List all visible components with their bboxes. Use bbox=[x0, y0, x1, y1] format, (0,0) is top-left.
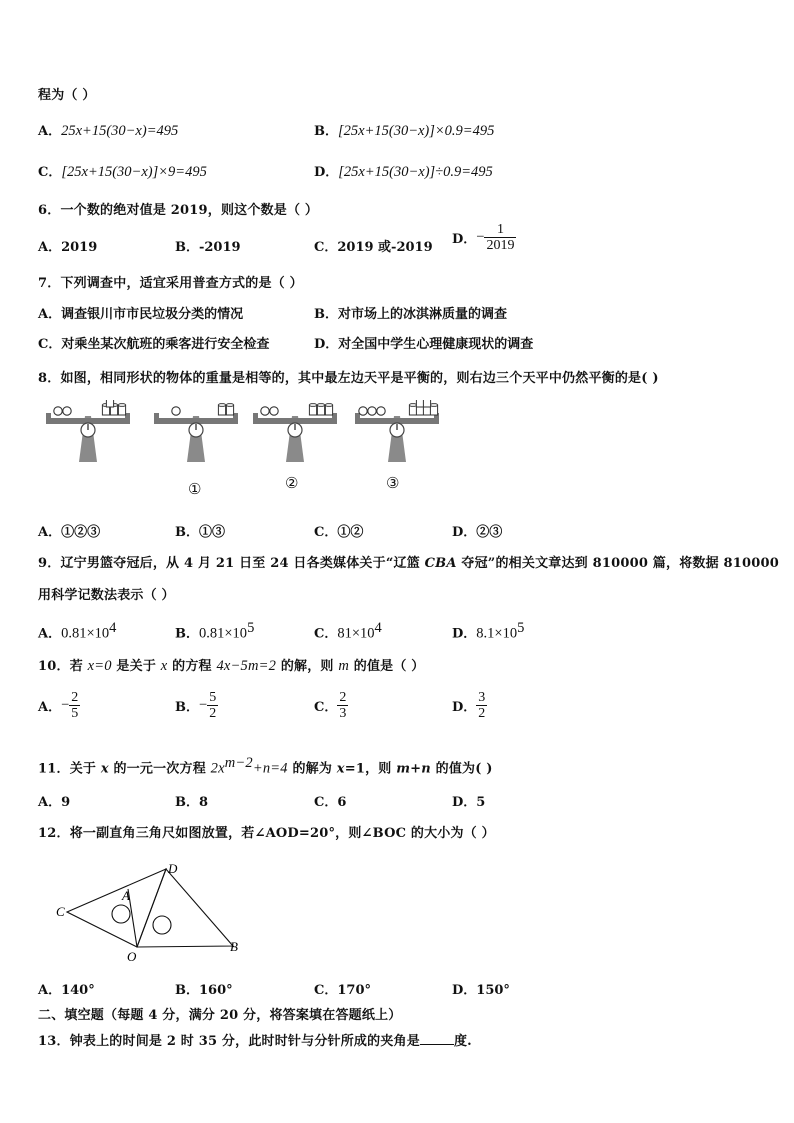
label-D: D bbox=[168, 861, 178, 876]
q10-option-c: C． $\frac{2}{3}$ bbox=[314, 690, 347, 721]
q5-option-c: C．[25x+15(30−x)]×9=495 bbox=[38, 164, 207, 180]
balance-scale-3 bbox=[355, 400, 439, 462]
q13-stem: 13．钟表上的时间是 2 时 35 分，此时时针与分针所成的夹角是 度. bbox=[38, 1034, 472, 1049]
balance-label-3: ③ bbox=[386, 474, 400, 492]
q7-option-d: D．对全国中学生心理健康现状的调查 bbox=[314, 337, 534, 352]
q10-stem: 10．若 x=0 是关于 x 的方程 4x−5m=2 的解，则 m 的值是（ ） bbox=[38, 658, 425, 674]
q8-option-c: C．①② bbox=[314, 525, 364, 540]
label-C: C bbox=[56, 904, 65, 919]
q8-option-a: A．①②③ bbox=[38, 525, 101, 540]
q12-option-c: C．170° bbox=[314, 983, 371, 998]
q11-option-c: C．6 bbox=[314, 795, 347, 810]
triangles-figure bbox=[40, 852, 300, 972]
balance-label-2: ② bbox=[285, 474, 299, 492]
q11-option-b: B．8 bbox=[175, 795, 209, 810]
q9-stem-line2: 用科学记数法表示（ ） bbox=[38, 588, 175, 603]
q11-option-a: A．9 bbox=[38, 795, 71, 810]
q12-stem: 12．将一副直角三角尺如图放置，若∠AOD=20°，则∠BOC 的大小为（ ） bbox=[38, 826, 495, 841]
balance-scale-1 bbox=[154, 403, 238, 462]
q8-option-b: B．①③ bbox=[175, 525, 225, 540]
label-A: A bbox=[122, 888, 130, 903]
q10-option-a: A．− $\frac{2}{5}$ bbox=[38, 690, 79, 721]
q7-option-c: C．对乘坐某次航班的乘客进行安全检查 bbox=[38, 337, 270, 352]
q9-option-d: D．$8.1\times 10^5$ bbox=[452, 620, 525, 642]
balance-scale-reference bbox=[46, 400, 130, 462]
q6-option-b: B．-2019 bbox=[175, 240, 241, 255]
q8-option-d: D．②③ bbox=[452, 525, 503, 540]
q7-stem: 7．下列调查中，适宜采用普查方式的是（ ） bbox=[38, 276, 303, 291]
q9-option-c: C．$81\times 10^4$ bbox=[314, 620, 382, 642]
q5-stem-tail: 程为（ ） bbox=[38, 88, 96, 103]
label-B: B bbox=[230, 939, 238, 954]
q9-option-a: A．$0.81\times 10^4$ bbox=[38, 620, 117, 642]
q11-option-d: D．5 bbox=[452, 795, 486, 810]
label-O: O bbox=[127, 949, 137, 964]
q12-option-a: A．140° bbox=[38, 983, 95, 998]
q10-option-d: D． $\frac{3}{2}$ bbox=[452, 690, 486, 721]
q7-option-b: B．对市场上的冰淇淋质量的调查 bbox=[314, 307, 507, 322]
q6-option-c: C．2019 或-2019 bbox=[314, 240, 433, 255]
q6-option-a: A．2019 bbox=[38, 240, 98, 255]
balance-label-1: ① bbox=[188, 480, 202, 498]
q5-option-b: B．[25x+15(30−x)]×0.9=495 bbox=[314, 123, 495, 139]
q12-option-b: B．160° bbox=[175, 983, 233, 998]
q9-option-b: B．$0.81\times 10^5$ bbox=[175, 620, 255, 642]
q12-option-d: D．150° bbox=[452, 983, 510, 998]
q11-stem: 11．关于 x 的一元一次方程 $2x^{m-2}+n=4$ 的解为 x=1，则 m+n 的值为( ) bbox=[38, 755, 493, 777]
answer-blank bbox=[420, 1032, 454, 1045]
balance-scales-figure bbox=[0, 400, 794, 520]
q5-option-d: D．[25x+15(30−x)]÷0.9=495 bbox=[314, 164, 493, 180]
q9-stem-line1: 9．辽宁男篮夺冠后，从 4 月 21 日至 24 日各类媒体关于“辽篮 CBA 夺冠”的相关文章达到 810000 篇，将数据 810000 bbox=[38, 556, 779, 571]
q7-option-a: A．调查银川市市民垃圾分类的情况 bbox=[38, 307, 244, 322]
section-heading-fill-in: 二、填空题（每题 4 分，满分 20 分，将答案填在答题纸上） bbox=[38, 1008, 402, 1023]
balance-scale-2 bbox=[253, 403, 337, 462]
q10-option-b: B．− $\frac{5}{2}$ bbox=[175, 690, 217, 721]
q8-stem: 8．如图，相同形状的物体的重量是相等的，其中最左边天平是平衡的，则右边三个天平中仍然平衡的是( ) bbox=[38, 371, 659, 386]
q5-option-a: A．25x+15(30−x)=495 bbox=[38, 123, 179, 139]
q6-option-d: D．− $\frac{1}{2019}$ bbox=[452, 222, 515, 253]
q6-stem: 6．一个数的绝对值是 2019，则这个数是（ ） bbox=[38, 203, 319, 218]
